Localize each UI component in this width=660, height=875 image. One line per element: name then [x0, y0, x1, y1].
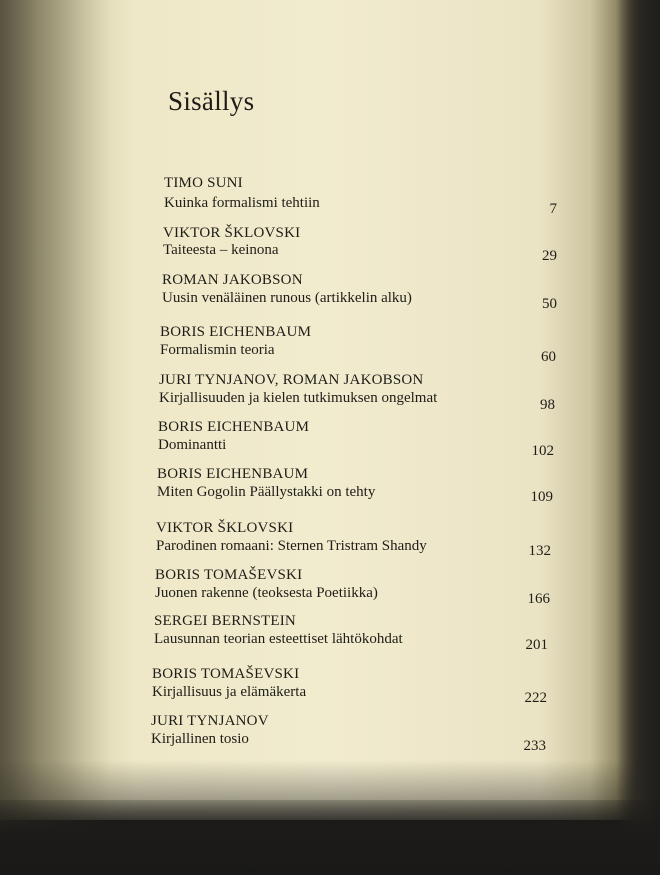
toc-title: Uusin venäläinen runous (artikkelin alku) — [162, 290, 412, 306]
toc-page-number: 60 — [541, 349, 556, 365]
toc-author: BORIS EICHENBAUM — [160, 324, 312, 340]
toc-title: Formalismin teoria — [160, 342, 275, 358]
toc-title: Lausunnan teorian esteettiset lähtökohdat — [154, 631, 403, 647]
toc-page-number: 98 — [540, 397, 555, 413]
toc-author: JURI TYNJANOV, ROMAN JAKOBSON — [159, 372, 424, 388]
toc-title: Miten Gogolin Päällystakki on tehty — [157, 484, 376, 500]
toc-title: Kirjallinen tosio — [151, 731, 249, 747]
toc-page-number: 102 — [531, 443, 554, 459]
toc-author: VIKTOR ŠKLOVSKI — [156, 520, 294, 536]
toc-title: Dominantti — [158, 437, 227, 453]
toc-author: SERGEI BERNSTEIN — [154, 613, 296, 629]
toc-author: BORIS EICHENBAUM — [158, 419, 310, 435]
toc-author: BORIS TOMAŠEVSKI — [152, 666, 300, 682]
toc-page-number: 50 — [542, 296, 557, 312]
toc-author: TIMO SUNI — [164, 175, 243, 191]
toc-page-number: 166 — [527, 591, 550, 607]
toc-title: Kirjallisuus ja elämäkerta — [152, 684, 307, 700]
toc-page-number: 222 — [524, 690, 547, 706]
toc-page-number: 7 — [549, 201, 557, 217]
toc-title: Taiteesta – keinona — [163, 242, 279, 258]
page-title: Sisällys — [168, 86, 255, 116]
toc-author: BORIS TOMAŠEVSKI — [155, 567, 303, 583]
toc-title: Kuinka formalismi tehtiin — [164, 195, 320, 211]
toc-title: Kirjallisuuden ja kielen tutkimuksen ongelmat — [159, 390, 438, 406]
toc-page-number: 132 — [528, 543, 551, 559]
toc-author: JURI TYNJANOV — [151, 713, 269, 729]
toc-page-number: 233 — [523, 738, 546, 754]
toc-page-number: 109 — [530, 489, 553, 505]
toc-author: VIKTOR ŠKLOVSKI — [163, 225, 301, 241]
toc-title: Juonen rakenne (teoksesta Poetiikka) — [155, 585, 378, 601]
toc-title: Parodinen romaani: Sternen Tristram Shandy — [156, 538, 427, 554]
toc-page-number: 29 — [542, 248, 557, 264]
toc-page-number: 201 — [525, 637, 548, 653]
toc-author: ROMAN JAKOBSON — [162, 272, 303, 288]
toc-author: BORIS EICHENBAUM — [157, 466, 309, 482]
